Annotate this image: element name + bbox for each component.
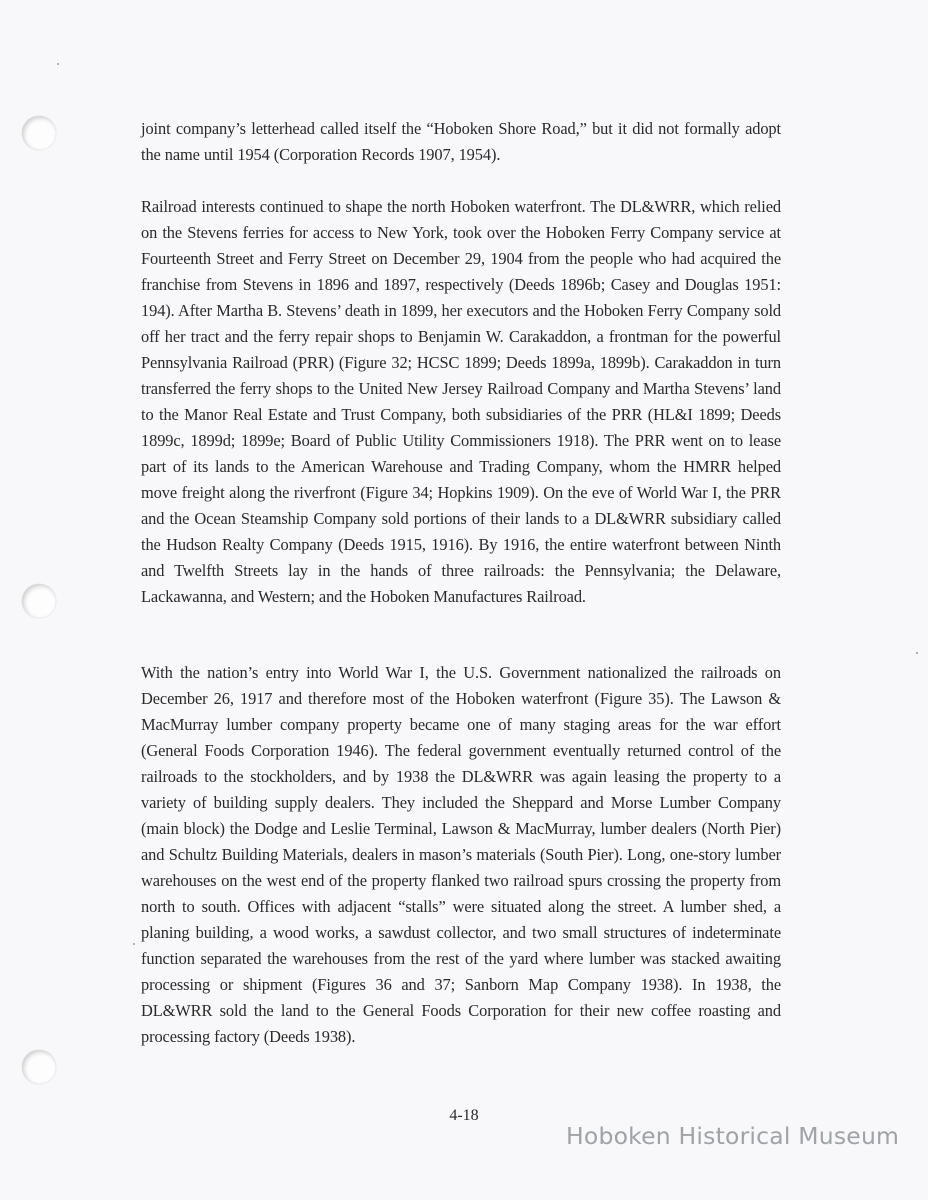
page-number: 4-18 (449, 1107, 479, 1124)
paragraph-1: joint company’s letterhead called itself the “Hoboken Shore Road,” but it did not formally adopt the name until 1954 (Corporation Records 1907, 1954). (141, 119, 781, 164)
paragraph-3: With the nation’s entry into World War I, the U.S. Government nationalized the railroads on December 26, 1917 and therefore most of the Hoboken waterfront (Figure 35). The Lawson & MacMurray lumber company property became one of many staging areas for the war effort (General Foods Corporation 1946). The federal government eventually returned control of the railroads to the stockholders, and by 1938 the DL&WRR was again leasing the property to a variety of building supply dealers. They included the Sheppard and Morse Lumber Company (main block) the Dodge and Leslie Terminal, Lawson & MacMurray, lumber dealers (North Pier) and Schultz Building Materials, dealers in mason’s materials (South Pier). Long, one-story lumber warehouses on the west end of the property flanked two railroad spurs crossing the property from north to south. Offices with adjacent “stalls” were situated along the street. A lumber shed, a planing building, a wood works, a sawdust collector, and two small structures of indeterminate function separated the warehouses from the rest of the yard where lumber was stacked awaiting processing or shipment (Figures 36 and 37; Sanborn Map Company 1938). In 1938, the DL&WRR sold the land to the General Foods Corporation for their new coffee roasting and processing factory (Deeds 1938). (141, 663, 781, 1046)
scan-speck (57, 63, 59, 65)
museum-watermark: Hoboken Historical Museum (566, 1122, 900, 1150)
binder-hole-bottom (22, 1050, 56, 1084)
binder-hole-middle (22, 584, 56, 618)
scan-speck (916, 652, 918, 654)
paragraph-2: Railroad interests continued to shape the north Hoboken waterfront. The DL&WRR, which relied on the Stevens ferries for access to New York, took over the Hoboken Ferry Company service at Fourteenth Street and Ferry Street on December 29, 1904 from the people who had acquired the franchise from Stevens in 1896 and 1897, respectively (Deeds 1896b; Casey and Douglas 1951: 194). After Martha B. Stevens’ death in 1899, her executors and the Hoboken Ferry Company sold off her tract and the ferry repair shops to Benjamin W. Carakaddon, a frontman for the powerful Pennsylvania Railroad (PRR) (Figure 32; HCSC 1899; Deeds 1899a, 1899b). Carakaddon in turn transferred the ferry shops to the United New Jersey Railroad Company and Martha Stevens’ land to the Manor Real Estate and Trust Company, both subsidiaries of the PRR (HL&I 1899; Deeds 1899c, 1899d; 1899e; Board of Public Utility Commissioners 1918). The PRR went on to lease part of its lands to the American Warehouse and Trading Company, whom the HMRR helped move freight along the riverfront (Figure 34; Hopkins 1909). On the eve of World War I, the PRR and the Ocean Steamship Company sold portions of their lands to a DL&WRR subsidiary called the Hudson Realty Company (Deeds 1915, 1916). By 1916, the entire waterfront between Ninth and Twelfth Streets lay in the hands of three railroads: the Pennsylvania; the Delaware, Lackawanna, and Western; and the Hoboken Manufactures Railroad. (141, 197, 781, 606)
scan-speck (133, 943, 135, 945)
binder-hole-top (22, 116, 56, 150)
